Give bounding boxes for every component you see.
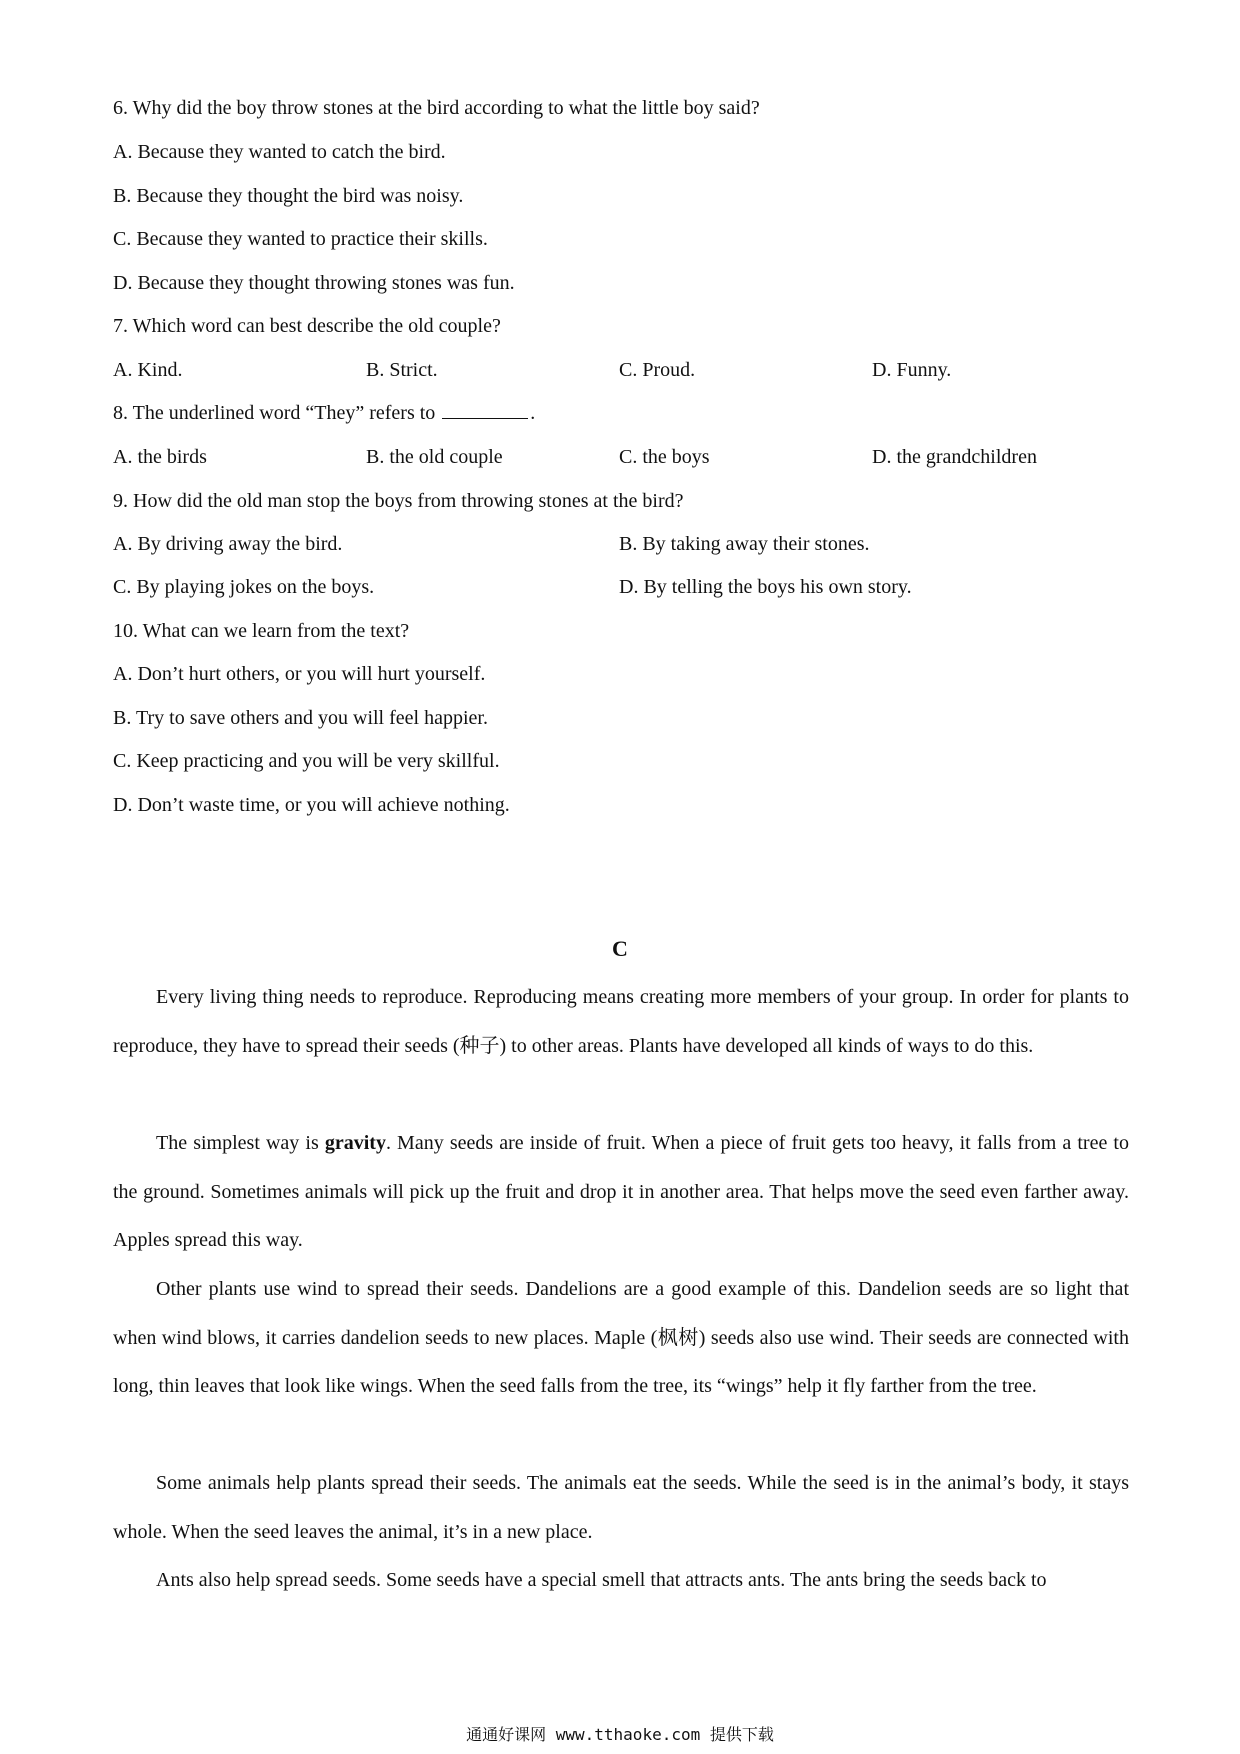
question-6-stem: 6. Why did the boy throw stones at the bird according to what the little boy said? (113, 97, 760, 119)
passage-paragraph-4: Some animals help plants spread their seeds. The animals eat the seeds. While the seed is in the animal’s body, it stays whole. When the seed leaves the animal, it’s in a new place. (113, 1472, 1129, 1543)
paragraph-2-body: . Many seeds are inside of fruit. When a piece of fruit gets too heavy, it falls from a tree to the ground. Sometimes animals will pick up the fruit and drop it in another area. That helps move the seed even farther away. Apples spread this way. (113, 1132, 1129, 1252)
passage-paragraph-3: Other plants use wind to spread their seeds. Dandelions are a good example of this. Dandelion seeds are so light that when wind blows, it carries dandelion seeds to new places. Maple (枫树) seeds also use wind. Their seeds are connected with long, thin leaves that look like wings. When the seed falls from the tree, its “wings” help it fly farther from the tree. (113, 1278, 1129, 1398)
question-6-option-d: D. Because they thought throwing stones was fun. (113, 272, 515, 294)
question-10-option-a: A. Don’t hurt others, or you will hurt yourself. (113, 663, 486, 685)
question-8-option-a: A. the birds (113, 446, 207, 468)
bold-keyword: gravity (324, 1132, 386, 1154)
question-10-stem: 10. What can we learn from the text? (113, 620, 410, 642)
question-10-option-d: D. Don’t waste time, or you will achieve nothing. (113, 794, 510, 816)
question-9-option-d: D. By telling the boys his own story. (619, 576, 912, 598)
question-8-option-d: D. the grandchildren (872, 446, 1037, 468)
page-footer: 通通好课网 www.tthaoke.com 提供下载 (466, 1725, 774, 1744)
question-9-option-c: C. By playing jokes on the boys. (113, 576, 375, 598)
question-8-stem-end: . (530, 402, 536, 424)
question-8-option-c: C. the boys (619, 446, 710, 468)
question-10-option-b: B. Try to save others and you will feel happier. (113, 707, 488, 729)
question-10-option-c: C. Keep practicing and you will be very skillful. (113, 750, 500, 772)
question-9-option-b: B. By taking away their stones. (619, 533, 870, 555)
answer-blank (442, 400, 528, 419)
question-9-option-a: A. By driving away the bird. (113, 533, 343, 555)
question-8-stem (113, 399, 535, 427)
question-6-option-a: A. Because they wanted to catch the bird. (113, 141, 446, 163)
question-7-option-b: B. Strict. (366, 359, 438, 381)
paragraph-2-intro: The simplest way is (156, 1132, 325, 1154)
question-6-option-b: B. Because they thought the bird was noisy. (113, 185, 464, 207)
question-6-option-c: C. Because they wanted to practice their skills. (113, 228, 488, 250)
passage-paragraph-5: Ants also help spread seeds. Some seeds have a special smell that attracts ants. The ants bring the seeds back to (156, 1569, 1047, 1591)
question-8-stem-text: 8. The underlined word “They” refers to (113, 402, 436, 424)
question-7-option-c: C. Proud. (619, 359, 696, 381)
question-9-stem: 9. How did the old man stop the boys from throwing stones at the bird? (113, 490, 684, 512)
passage-paragraph-2 (113, 1119, 1129, 1265)
passage-paragraph-1: Every living thing needs to reproduce. Reproducing means creating more members of your group. In order for plants to reproduce, they have to spread their seeds (种子) to other areas. Plants have developed all kinds of ways to do this. (113, 986, 1129, 1057)
question-7-stem: 7. Which word can best describe the old couple? (113, 315, 501, 337)
question-8-option-b: B. the old couple (366, 446, 503, 468)
question-7-option-d: D. Funny. (872, 359, 952, 381)
section-heading: C (612, 936, 628, 961)
question-7-option-a: A. Kind. (113, 359, 183, 381)
